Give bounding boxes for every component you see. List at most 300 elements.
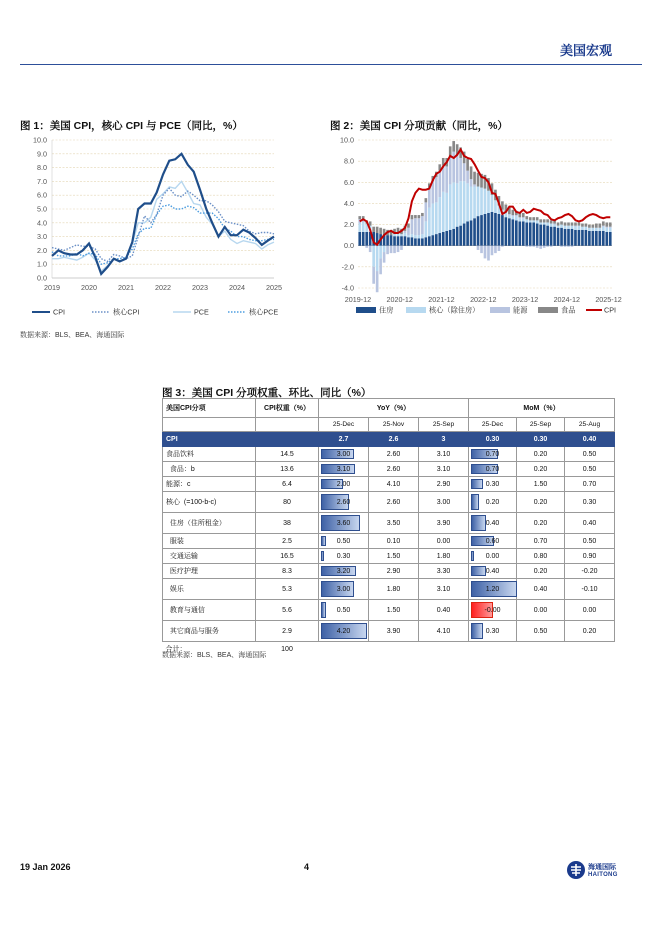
bar-segment [404, 236, 407, 246]
figure2-chart [328, 132, 633, 322]
bar-segment [414, 235, 417, 238]
y-tick-label: 7.0 [37, 176, 47, 186]
bar-segment [550, 246, 553, 247]
weight-cell: 5.3 [256, 579, 319, 600]
y-tick-label: 4.0 [37, 218, 47, 228]
bar-segment [400, 246, 403, 250]
bar-segment [532, 246, 535, 247]
bar-segment [372, 227, 375, 232]
yoy-value: 3.60 [336, 519, 351, 527]
bar-segment [411, 237, 414, 245]
y-tick-label: -2.0 [341, 262, 354, 272]
mom-cell [517, 549, 565, 564]
bar-segment [602, 227, 605, 231]
x-tick-label: 2019-12 [344, 295, 372, 304]
bar-segment [463, 181, 466, 223]
yoy-cell [319, 432, 369, 447]
bar-segment [578, 226, 581, 230]
bar-segment [480, 188, 483, 215]
x-tick-label: 2021-12 [428, 295, 455, 304]
yoy-cell [319, 447, 369, 462]
bar-segment [466, 183, 469, 221]
bar-segment [397, 246, 400, 252]
bar-segment [536, 217, 539, 220]
bar-segment [407, 228, 410, 235]
bar-segment [532, 220, 535, 222]
legend-label: 住房 [379, 305, 394, 315]
bar-segment [393, 234, 396, 236]
bar-segment [553, 227, 556, 246]
bar-segment [512, 210, 515, 215]
bar-segment [494, 213, 497, 246]
yoy-cell [369, 600, 419, 621]
bar-segment [358, 232, 361, 246]
bar-segment [449, 230, 452, 246]
y-tick-label: 3.0 [37, 232, 47, 242]
mom-month: 25-Sep [517, 418, 565, 432]
mom-cell [517, 462, 565, 477]
mom-cell [469, 432, 517, 447]
mom-month: 25-Aug [565, 418, 615, 432]
mom-cell [517, 600, 565, 621]
bar-segment [459, 181, 462, 225]
bar-segment [491, 195, 494, 212]
mom-cell [565, 477, 615, 492]
yoy-month: 25-Sep [419, 418, 469, 432]
bar-segment [369, 246, 372, 252]
bar-segment [404, 231, 407, 233]
bar-segment [501, 246, 504, 247]
yoy-cell [419, 579, 469, 600]
yoy-value: 3.10 [436, 585, 451, 593]
bar-segment [553, 224, 556, 225]
weight-cell: 16.5 [256, 549, 319, 564]
bar-segment [508, 218, 511, 245]
bar-segment [536, 224, 539, 246]
bar-segment [456, 155, 459, 184]
yoy-cell [319, 492, 369, 513]
table-header-row [163, 399, 615, 418]
yoy-value: 1.50 [386, 606, 401, 614]
mom-value: 0.60 [485, 537, 500, 545]
yoy-value: 2.60 [336, 498, 351, 506]
bar-segment [529, 222, 532, 245]
yoy-value: 4.10 [386, 480, 401, 488]
bar-segment [397, 236, 400, 246]
bar-segment [602, 221, 605, 225]
mom-value: 0.40 [582, 435, 597, 443]
bar-segment [546, 219, 549, 222]
mom-cell [517, 447, 565, 462]
yoy-cell [419, 549, 469, 564]
mom-cell [469, 534, 517, 549]
bar-segment [602, 231, 605, 246]
yoy-cell [419, 600, 469, 621]
table-row [163, 600, 615, 621]
bar-segment [571, 222, 574, 225]
mom-cell [565, 447, 615, 462]
weight-cell: 13.6 [256, 462, 319, 477]
bar-segment [463, 163, 466, 181]
bar-segment [605, 228, 608, 232]
row-label: 食品：b [163, 462, 256, 477]
bar-segment [466, 171, 469, 184]
logo-text-en: HAITONG [588, 872, 618, 878]
bar-segment [578, 222, 581, 225]
bar-segment [609, 228, 612, 232]
bar-segment [557, 228, 560, 246]
yoy-cell [369, 447, 419, 462]
bar-segment [592, 228, 595, 231]
bar-segment [445, 166, 448, 192]
mom-month: 25-Dec [469, 418, 517, 432]
mom-cell [565, 600, 615, 621]
table-row [163, 549, 615, 564]
bar-segment [560, 225, 563, 228]
bar-segment [598, 224, 601, 228]
yoy-cell [419, 492, 469, 513]
bar-segment [473, 184, 476, 186]
bar-segment [515, 215, 518, 216]
mom-value: 0.50 [582, 450, 597, 458]
bar-segment [543, 219, 546, 222]
legend-label: PCE [194, 307, 209, 317]
mom-value: 0.40 [582, 519, 597, 527]
bar-segment [588, 225, 591, 228]
mom-cell [565, 621, 615, 642]
y-tick-label: 10.0 [33, 135, 47, 145]
bar-segment [425, 221, 428, 237]
bar-segment [473, 187, 476, 219]
yoy-cell [419, 621, 469, 642]
bar-segment [365, 246, 368, 248]
weight-cell: 38 [256, 513, 319, 534]
yoy-value: 1.80 [436, 552, 451, 560]
bar-segment [571, 226, 574, 229]
bar-segment [525, 246, 528, 247]
y-tick-label: 2.0 [37, 245, 47, 255]
yoy-value: 3.00 [336, 450, 351, 458]
yoy-value: 0.50 [336, 537, 351, 545]
bar-segment [442, 192, 445, 232]
table-month-row [163, 418, 615, 432]
y-tick-label: 9.0 [37, 149, 47, 159]
yoy-cell [369, 579, 419, 600]
mom-value: 0.30 [533, 435, 548, 443]
legend-swatch [538, 307, 558, 313]
bar-segment [522, 213, 525, 217]
mom-value: 0.30 [485, 480, 500, 488]
row-label: 医疗护理 [163, 564, 256, 579]
bar-segment [609, 232, 612, 246]
bar-segment [581, 227, 584, 230]
mom-data-bar [471, 566, 486, 576]
bar-segment [595, 228, 598, 231]
row-label: 教育与通信 [163, 600, 256, 621]
y-tick-label: 4.0 [344, 198, 354, 208]
mom-value: 0.30 [485, 627, 500, 635]
total-label: 合计： [165, 646, 187, 653]
yoy-cell [419, 462, 469, 477]
mom-cell [565, 579, 615, 600]
bar-segment [470, 179, 473, 186]
yoy-value: 2.00 [336, 480, 351, 488]
haitong-logo-icon [566, 860, 586, 880]
mom-cell [517, 534, 565, 549]
x-tick-label: 2022-12 [470, 295, 497, 304]
bar-segment [592, 225, 595, 228]
mom-value: 0.70 [533, 537, 548, 545]
table-row [163, 579, 615, 600]
yoy-value: 3.20 [336, 567, 351, 575]
bar-segment [522, 218, 525, 221]
mom-cell [565, 513, 615, 534]
bar-segment [449, 184, 452, 229]
mom-cell [469, 513, 517, 534]
mom-value: -0.00 [484, 606, 501, 614]
mom-value: 0.90 [582, 552, 597, 560]
row-label: 娱乐 [163, 579, 256, 600]
bar-segment [438, 197, 441, 233]
logo-text-cn: 海通国际 [588, 864, 616, 871]
yoy-cell [419, 432, 469, 447]
yoy-cell [319, 513, 369, 534]
bar-segment [452, 182, 455, 229]
yoy-value: 0.50 [336, 606, 351, 614]
bar-segment [609, 227, 612, 228]
bar-segment [592, 231, 595, 246]
mom-value: -0.20 [581, 567, 598, 575]
bar-segment [390, 246, 393, 253]
bar-segment [477, 216, 480, 246]
bar-segment [560, 228, 563, 246]
bar-segment [470, 220, 473, 245]
bar-segment [470, 187, 473, 221]
mom-value: 0.70 [485, 465, 500, 473]
bar-segment [605, 227, 608, 228]
yoy-value: 3.50 [386, 519, 401, 527]
yoy-cell [319, 564, 369, 579]
table-row [163, 477, 615, 492]
bar-segment [595, 231, 598, 246]
bar-segment [431, 203, 434, 235]
bar-segment [515, 220, 518, 245]
mom-data-bar [471, 479, 483, 489]
table-row [163, 462, 615, 477]
col-weight-header: CPI权重（%） [256, 399, 319, 418]
row-label: 食品饮料 [163, 447, 256, 462]
yoy-cell [369, 477, 419, 492]
bar-segment [372, 267, 375, 284]
bar-segment [518, 217, 521, 218]
mom-value: 0.70 [485, 450, 500, 458]
bar-segment [553, 225, 556, 227]
bar-segment [501, 215, 504, 246]
mom-cell [565, 534, 615, 549]
y-tick-label: 5.0 [37, 204, 47, 214]
bar-segment [598, 228, 601, 231]
bar-segment [539, 222, 542, 224]
bar-segment [512, 219, 515, 245]
yoy-cell [419, 513, 469, 534]
bar-segment [421, 234, 424, 238]
bar-segment [564, 226, 567, 229]
mom-value: 0.20 [582, 627, 597, 635]
bar-segment [557, 222, 560, 225]
y-tick-label: 8.0 [37, 163, 47, 173]
total-value: 100 [281, 645, 293, 653]
mom-cell [469, 621, 517, 642]
bar-segment [435, 202, 438, 234]
yoy-cell [319, 549, 369, 564]
bar-segment [574, 230, 577, 246]
bar-segment [525, 222, 528, 245]
legend-label: CPI [604, 305, 616, 315]
bar-segment [445, 193, 448, 231]
mom-cell [469, 549, 517, 564]
x-tick-label: 2023 [192, 283, 208, 292]
bar-segment [400, 236, 403, 246]
y-tick-label: 2.0 [344, 220, 354, 230]
bar-segment [525, 219, 528, 222]
bar-segment [512, 215, 515, 216]
bar-segment [379, 258, 382, 274]
mom-cell [565, 549, 615, 564]
bar-segment [362, 232, 365, 246]
bar-segment [407, 235, 410, 237]
bar-segment [574, 227, 577, 230]
mom-cell [469, 447, 517, 462]
bar-segment [456, 183, 459, 226]
weight-cell: 5.6 [256, 600, 319, 621]
legend-label: 核心CPI [113, 307, 140, 317]
legend-label: 食品 [561, 305, 576, 315]
bar-segment [546, 226, 549, 246]
bar-segment [491, 212, 494, 246]
yoy-value: 3.00 [436, 498, 451, 506]
bar-segment [539, 225, 542, 246]
bar-segment [532, 217, 535, 220]
yoy-value: 2.90 [386, 567, 401, 575]
yoy-cell [319, 600, 369, 621]
figure1-chart [18, 134, 290, 324]
yoy-cell [369, 564, 419, 579]
col-item-header: 美国CPI分项 [163, 399, 256, 418]
yoy-month: 25-Dec [319, 418, 369, 432]
mom-value: 0.40 [485, 519, 500, 527]
figure2-title: 图 2：美国 CPI 分项贡献（同比，%） [330, 120, 508, 132]
yoy-cell [319, 579, 369, 600]
figure1-source: 数据来源：BLS、BEA、海通国际 [20, 332, 125, 339]
bar-segment [386, 246, 389, 254]
weight-cell: 14.5 [256, 447, 319, 462]
yoy-data-bar [321, 551, 324, 561]
legend-label: CPI [53, 307, 65, 317]
yoy-value: 1.80 [386, 585, 401, 593]
bar-segment [539, 246, 542, 249]
yoy-value: 2.6 [388, 435, 399, 443]
legend-label: 能源 [513, 305, 528, 315]
bar-segment [560, 246, 563, 247]
bar-segment [425, 198, 428, 202]
y-tick-label: -4.0 [341, 283, 354, 293]
bar-segment [585, 224, 588, 227]
bar-segment [518, 221, 521, 245]
bar-segment [379, 228, 382, 234]
bar-segment [372, 246, 375, 267]
yoy-month: 25-Nov [369, 418, 419, 432]
mom-value: 0.00 [533, 606, 548, 614]
bar-segment [515, 216, 518, 220]
y-tick-label: 1.0 [37, 259, 47, 269]
table-row [163, 432, 615, 447]
bar-segment [390, 235, 393, 246]
weight-cell: 2.5 [256, 534, 319, 549]
bar-segment [414, 238, 417, 245]
bar-segment [393, 236, 396, 246]
bar-segment [578, 230, 581, 246]
y-tick-label: 6.0 [344, 177, 354, 187]
y-tick-label: 10.0 [340, 135, 354, 145]
bar-segment [438, 171, 441, 197]
x-tick-label: 2020 [81, 283, 97, 292]
bar-segment [418, 235, 421, 238]
mom-data-bar [471, 515, 486, 531]
bar-segment [480, 246, 483, 253]
mom-value: 0.20 [533, 519, 548, 527]
yoy-value: 3.00 [336, 585, 351, 593]
bar-segment [393, 246, 396, 253]
bar-segment [498, 214, 501, 246]
mom-cell [469, 462, 517, 477]
bar-segment [560, 221, 563, 224]
bar-segment [498, 246, 501, 251]
mom-value: 0.40 [533, 585, 548, 593]
bar-segment [438, 233, 441, 246]
mom-cell [517, 621, 565, 642]
yoy-value: 2.60 [386, 450, 401, 458]
bar-segment [442, 232, 445, 246]
legend-swatch [406, 307, 426, 313]
bar-segment [494, 246, 497, 253]
bar-segment [581, 230, 584, 246]
bar-segment [418, 215, 421, 218]
bar-segment [484, 246, 487, 259]
yoy-cell [369, 462, 419, 477]
bar-segment [525, 216, 528, 219]
yoy-cell [369, 513, 419, 534]
x-tick-label: 2025-12 [595, 295, 622, 304]
mom-data-bar [471, 623, 483, 639]
bar-segment [557, 226, 560, 228]
mom-value: 1.50 [533, 480, 548, 488]
bar-segment [505, 217, 508, 246]
yoy-cell [369, 492, 419, 513]
yoy-value: 2.90 [436, 480, 451, 488]
bar-segment [508, 215, 511, 218]
bar-segment [605, 222, 608, 226]
bar-segment [400, 234, 403, 236]
bar-segment [477, 173, 480, 187]
mom-value: 0.20 [533, 450, 548, 458]
table-row [163, 492, 615, 513]
bar-segment [588, 228, 591, 231]
bar-segment [407, 224, 410, 228]
bar-segment [522, 217, 525, 218]
yoy-value: 0.10 [386, 537, 401, 545]
bar-segment [421, 238, 424, 245]
table-row [163, 447, 615, 462]
